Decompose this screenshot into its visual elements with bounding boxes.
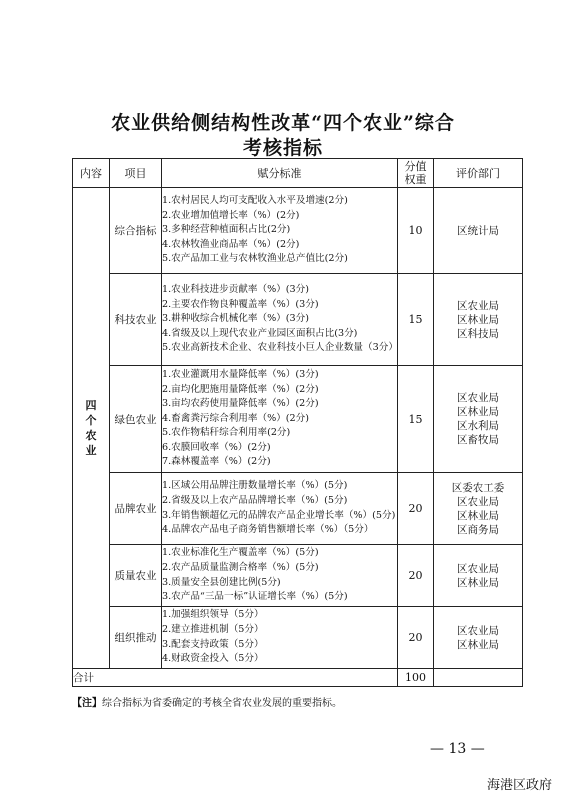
criterion: 7.森林覆盖率（%）(2分) bbox=[162, 456, 271, 468]
criterion: 3.多种经营种植面积占比(2分) bbox=[162, 224, 291, 236]
criterion: 5.农业高新技术企业、农业科技小巨人企业数量（3分） bbox=[162, 342, 398, 354]
total-weight: 100 bbox=[398, 669, 434, 687]
watermark: 海港区政府 bbox=[486, 778, 552, 793]
dept-cell bbox=[434, 274, 523, 366]
weight-cell: 15 bbox=[398, 274, 434, 366]
criterion: 1.区域公用品牌注册数量增长率（%）(5分) bbox=[162, 480, 348, 492]
criterion: 2.农业增加值增长率（%）(2分) bbox=[162, 209, 300, 221]
dept-name: 区农业局 bbox=[457, 392, 499, 404]
total-row bbox=[73, 669, 523, 687]
table-row bbox=[73, 473, 523, 545]
table-row bbox=[73, 274, 523, 366]
criterion: 4.农林牧渔业商品率（%）(2分) bbox=[162, 238, 300, 250]
criterion: 4.财政资金投入（5分） bbox=[162, 653, 264, 665]
criterion: 5.农作物秸秆综合利用率(2分) bbox=[162, 427, 291, 439]
weight-cell: 20 bbox=[398, 607, 434, 669]
criterion: 1.农业标准化生产覆盖率（%）(5分) bbox=[162, 547, 319, 559]
item-cell: 绿色农业 bbox=[110, 366, 162, 473]
dept-name: 区科技局 bbox=[457, 327, 499, 340]
table-row bbox=[73, 545, 523, 607]
criteria-cell bbox=[162, 274, 398, 366]
dept-cell bbox=[434, 366, 523, 473]
category-char: 业 bbox=[85, 444, 97, 457]
dept-name: 区水利局 bbox=[457, 420, 499, 432]
criteria-cell bbox=[162, 188, 398, 274]
table-row bbox=[73, 607, 523, 669]
criterion: 4.省级及以上现代农业产业园区面积占比(3分) bbox=[162, 327, 358, 339]
dept-cell bbox=[434, 607, 523, 669]
criteria-cell bbox=[162, 545, 398, 607]
header-dept: 评价部门 bbox=[434, 159, 523, 188]
item-cell: 综合指标 bbox=[110, 188, 162, 274]
header-criteria: 赋分标准 bbox=[162, 159, 398, 188]
footnote-tag: 【注】 bbox=[72, 698, 102, 709]
item-cell: 科技农业 bbox=[110, 274, 162, 366]
criterion: 3.质量安全县创建比例(5分) bbox=[162, 576, 281, 588]
dept-name: 区农业局 bbox=[457, 624, 499, 637]
dept-name: 区农业局 bbox=[457, 495, 499, 508]
criterion: 4.品牌农产品电子商务销售额增长率（%）（5分） bbox=[162, 524, 374, 536]
dept-name: 区农业局 bbox=[457, 299, 499, 312]
criteria-cell bbox=[162, 473, 398, 545]
footnote bbox=[72, 694, 342, 709]
dept-cell bbox=[434, 545, 523, 607]
dept-name: 区林业局 bbox=[457, 576, 499, 589]
criteria-cell bbox=[162, 607, 398, 669]
dept-cell bbox=[434, 473, 523, 545]
criterion: 1.农村居民人均可支配收入水平及增速(2分) bbox=[162, 195, 348, 207]
document-title: 农业供给侧结构性改革“四个农业”综合 bbox=[111, 112, 455, 134]
criterion: 3.农产品“三品一标”认证增长率（%）(5分) bbox=[162, 591, 348, 603]
page-number: — 13 — bbox=[430, 741, 485, 757]
footnote-text: 综合指标为省委确定的考核全省农业发展的重要指标。 bbox=[102, 698, 342, 709]
weight-cell: 15 bbox=[398, 366, 434, 473]
weight-cell: 20 bbox=[398, 545, 434, 607]
header-weight-line1: 分值 bbox=[404, 160, 427, 173]
item-cell: 品牌农业 bbox=[110, 473, 162, 545]
dept-name: 区林业局 bbox=[457, 406, 499, 418]
assessment-table bbox=[72, 158, 523, 687]
header-weight bbox=[398, 159, 434, 188]
criterion: 3.年销售额超亿元的品牌农产品企业增长率（%）(5分) bbox=[162, 509, 396, 521]
criterion: 2.亩均化肥施用量降低率（%）(2分) bbox=[162, 383, 319, 395]
header-content: 内容 bbox=[73, 159, 110, 188]
dept-name: 区统计局 bbox=[457, 224, 499, 237]
total-dept-empty bbox=[434, 669, 523, 687]
dept-name: 区农业局 bbox=[457, 562, 499, 575]
category-char: 农 bbox=[85, 429, 97, 442]
dept-name: 区商务局 bbox=[457, 523, 499, 536]
criterion: 5.农产品加工业与农林牧渔业总产值比(2分) bbox=[162, 253, 348, 265]
table-row bbox=[73, 366, 523, 473]
weight-cell: 10 bbox=[398, 188, 434, 274]
criterion: 6.农膜回收率（%）(2分) bbox=[162, 441, 271, 453]
category-char: 个 bbox=[85, 414, 97, 427]
criterion: 1.农业灌溉用水量降低率（%）(3分) bbox=[162, 368, 319, 380]
criterion: 2.农产品质量监测合格率（%）(5分) bbox=[162, 561, 319, 573]
dept-name: 区林业局 bbox=[457, 638, 499, 651]
header-item: 项目 bbox=[110, 159, 162, 188]
item-cell: 组织推动 bbox=[110, 607, 162, 669]
category-cell bbox=[73, 188, 110, 669]
criterion: 2.主要农作物良种覆盖率（%）(3分) bbox=[162, 298, 319, 310]
table-header-row bbox=[73, 159, 523, 188]
criterion: 2.建立推进机制（5分） bbox=[162, 623, 264, 635]
criterion: 3.亩均农药使用量降低率（%）(2分) bbox=[162, 398, 319, 410]
header-weight-line2: 权重 bbox=[404, 173, 427, 186]
dept-name: 区林业局 bbox=[457, 313, 499, 326]
weight-cell: 20 bbox=[398, 473, 434, 545]
table-row bbox=[73, 188, 523, 274]
document-subtitle: 考核指标 bbox=[242, 137, 323, 159]
criterion: 3.配套支持政策（5分） bbox=[162, 638, 264, 650]
total-label: 合计 bbox=[73, 669, 398, 687]
criterion: 2.省级及以上农产品品牌增长率（%）(5分) bbox=[162, 494, 348, 506]
criteria-cell bbox=[162, 366, 398, 473]
criterion: 4.畜禽粪污综合利用率（%）(2分) bbox=[162, 412, 309, 424]
dept-name: 区委农工委 bbox=[451, 481, 505, 494]
criterion: 1.农业科技进步贡献率（%）(3分) bbox=[162, 284, 309, 296]
category-char: 四 bbox=[85, 399, 97, 412]
dept-cell bbox=[434, 188, 523, 274]
criterion: 1.加强组织领导（5分） bbox=[162, 609, 264, 621]
dept-name: 区畜牧局 bbox=[457, 434, 499, 446]
criterion: 3.耕种收综合机械化率（%）(3分) bbox=[162, 313, 309, 325]
item-cell: 质量农业 bbox=[110, 545, 162, 607]
dept-name: 区林业局 bbox=[457, 509, 499, 522]
